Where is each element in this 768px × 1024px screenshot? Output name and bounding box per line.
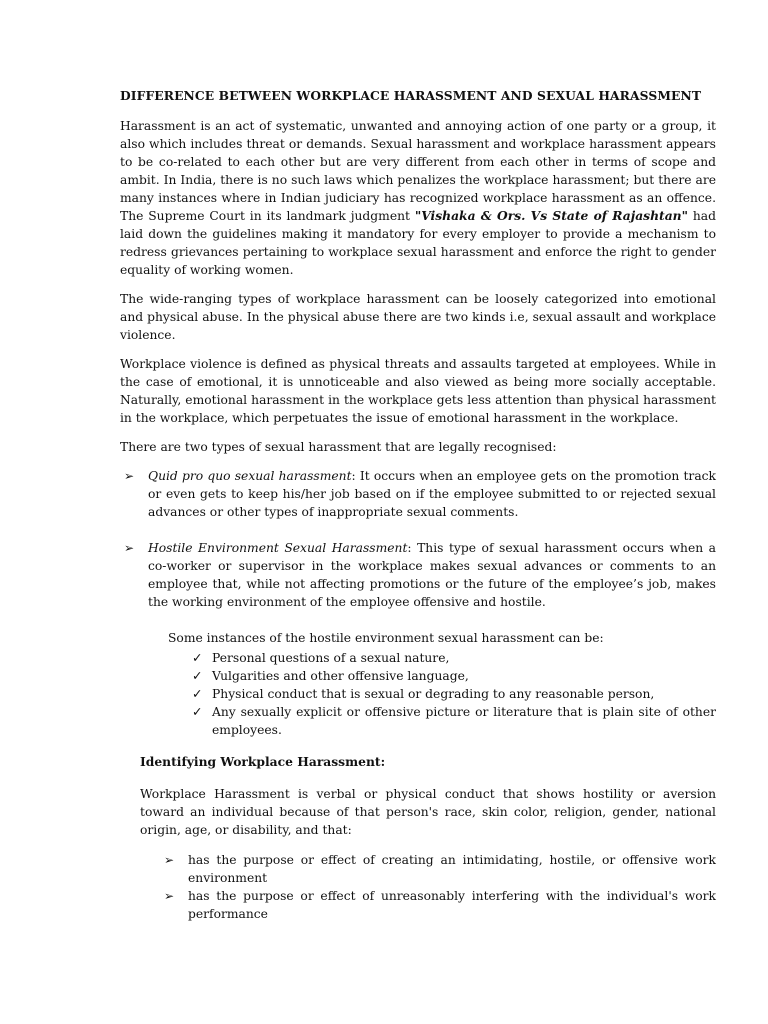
case-citation: "Vishaka & Ors. Vs State of Rajashtan"	[414, 208, 689, 223]
checkmark-icon: ✓	[192, 705, 203, 719]
paragraph-types: The wide-ranging types of workplace harassment can be loosely categorized into emotional and physical abuse. In the physical abuse there are two kinds i.e, sexual assault and workplace violence.	[120, 292, 716, 342]
checkmark-icon: ✓	[192, 687, 203, 701]
paragraph-violence: Workplace violence is defined as physical threats and assaults targeted at employees. While in the case of emotional, it is unnoticeable and also viewed as being more socially acceptable. Naturally, emotional harassment in the workplace gets less attention than physical harassment in the workplace, which perpetuates the issue of emotional harassment in the workplace.	[120, 357, 716, 425]
list-item-quid-pro-quo	[120, 467, 716, 521]
instances-intro: Some instances of the hostile environment sexual harassment can be:	[168, 631, 604, 645]
term-hostile-environment: Hostile Environment Sexual Harassment	[148, 541, 408, 555]
paragraph-two-types: There are two types of sexual harassment that are legally recognised:	[120, 440, 557, 454]
term-quid-pro-quo: Quid pro quo sexual harassment	[148, 469, 352, 483]
paragraph-definition-part1: Harassment is an act of systematic, unwanted and annoying action of one party or a group, it also which includes threat or demands. Sexual harassment and workplace harassment appears to be co-related to each other but are very different from each other in terms of scope and ambit. In India, there is no such laws which penalizes the workplace harassment; but there are many instances where in Indian judiciary has recognized workplace harassment as an offence. The Supreme Court in its landmark judgment	[120, 119, 716, 223]
instance-text: Vulgarities and other offensive language,	[212, 669, 469, 683]
identifying-heading: Identifying Workplace Harassment:	[140, 754, 386, 769]
instances-list	[192, 649, 716, 739]
identifying-paragraph: Workplace Harassment is verbal or physical conduct that shows hostility or aversion toward an individual because of that person's race, skin color, religion, gender, national origin, age, or disability, and that:	[140, 787, 716, 837]
condition-text: has the purpose or effect of creating an intimidating, hostile, or offensive work environment	[188, 853, 716, 885]
list-item	[192, 685, 716, 703]
checkmark-icon: ✓	[192, 669, 203, 683]
instance-text: Personal questions of a sexual nature,	[212, 651, 450, 665]
list-item-hostile-environment	[120, 539, 716, 611]
list-item	[192, 703, 716, 739]
arrow-bullet-icon: ➢	[124, 469, 135, 483]
conditions-list	[160, 851, 716, 923]
list-item	[160, 851, 716, 887]
paragraph-definition	[120, 117, 716, 279]
harassment-types-list	[120, 467, 716, 611]
arrow-bullet-icon: ➢	[164, 889, 175, 903]
condition-text: has the purpose or effect of unreasonably interfering with the individual's work performance	[188, 889, 716, 921]
document-body	[120, 87, 716, 923]
arrow-bullet-icon: ➢	[124, 541, 135, 555]
list-item	[192, 667, 716, 685]
description-quid-pro-quo: : It occurs when an employee gets on the promotion track or even gets to keep his/her job based on if the employee submitted to or rejected sexual advances or other types of inappropriate sexual comments.	[148, 469, 716, 519]
document-title: DIFFERENCE BETWEEN WORKPLACE HARASSMENT AND SEXUAL HARASSMENT	[120, 88, 702, 103]
description-hostile-environment: : This type of sexual harassment occurs when a co-worker or supervisor in the workplace makes sexual advances or comments to an employee that, while not affecting promotions or the future of the employee’s job, makes the working environment of the employee offensive and hostile.	[148, 541, 717, 609]
instance-text: Physical conduct that is sexual or degrading to any reasonable person,	[212, 687, 655, 701]
checkmark-icon: ✓	[192, 651, 203, 665]
instance-text: Any sexually explicit or offensive picture or literature that is plain site of other employees.	[212, 705, 716, 737]
list-item	[160, 887, 716, 923]
arrow-bullet-icon: ➢	[164, 853, 175, 867]
list-item	[192, 649, 716, 667]
paragraph-definition-part2: had laid down the guidelines making it mandatory for every employer to provide a mechanism to redress grievances pertaining to workplace sexual harassment and enforce the right to gender equality of working women.	[120, 209, 716, 277]
